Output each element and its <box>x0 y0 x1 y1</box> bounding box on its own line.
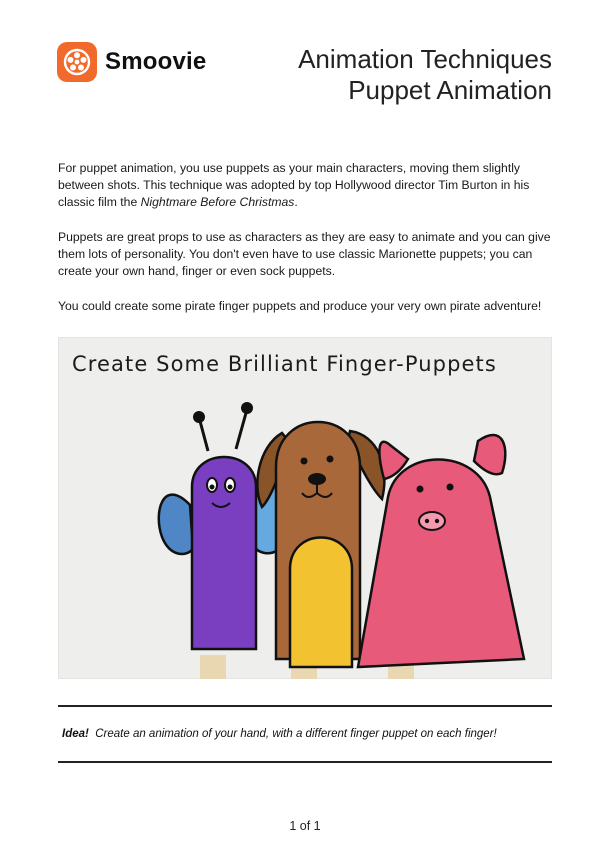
film-reel-icon <box>57 42 97 82</box>
page-title-line1: Animation Techniques <box>298 44 552 74</box>
intro-text: For puppet animation, you use puppets as your main characters, moving them slightly between shots. This technique was adopted by top Hollywood director Tim Burton in his classic film the <box>58 161 530 209</box>
intro-paragraph <box>58 160 554 211</box>
brand-name: Smoovie <box>105 48 207 75</box>
idea-callout <box>58 705 552 763</box>
drawing-caption: Create Some Brilliant Finger-Puppets <box>72 352 497 376</box>
intro-text-end: . <box>294 195 298 209</box>
idea-content <box>58 728 497 740</box>
page-title-line2: Puppet Animation <box>348 75 552 105</box>
idea-label: Idea! <box>62 728 89 740</box>
props-paragraph: Puppets are great props to use as characters as they are easy to animate and you can give them lots of personality. You don't even have to use classic Marionette puppets; you can create your own hand, finger or even sock puppets. <box>58 230 551 278</box>
brand-logo <box>57 42 206 82</box>
page-indicator: 1 of 1 <box>289 819 321 833</box>
idea-text: Create an animation of your hand, with a different finger puppet on each finger! <box>95 728 497 740</box>
film-title: Nightmare Before Christmas <box>140 195 295 209</box>
pirate-paragraph: You could create some pirate finger puppets and produce your very own pirate adventure! <box>58 299 542 313</box>
finger-puppets-drawing <box>58 337 552 679</box>
page-title <box>298 44 552 106</box>
